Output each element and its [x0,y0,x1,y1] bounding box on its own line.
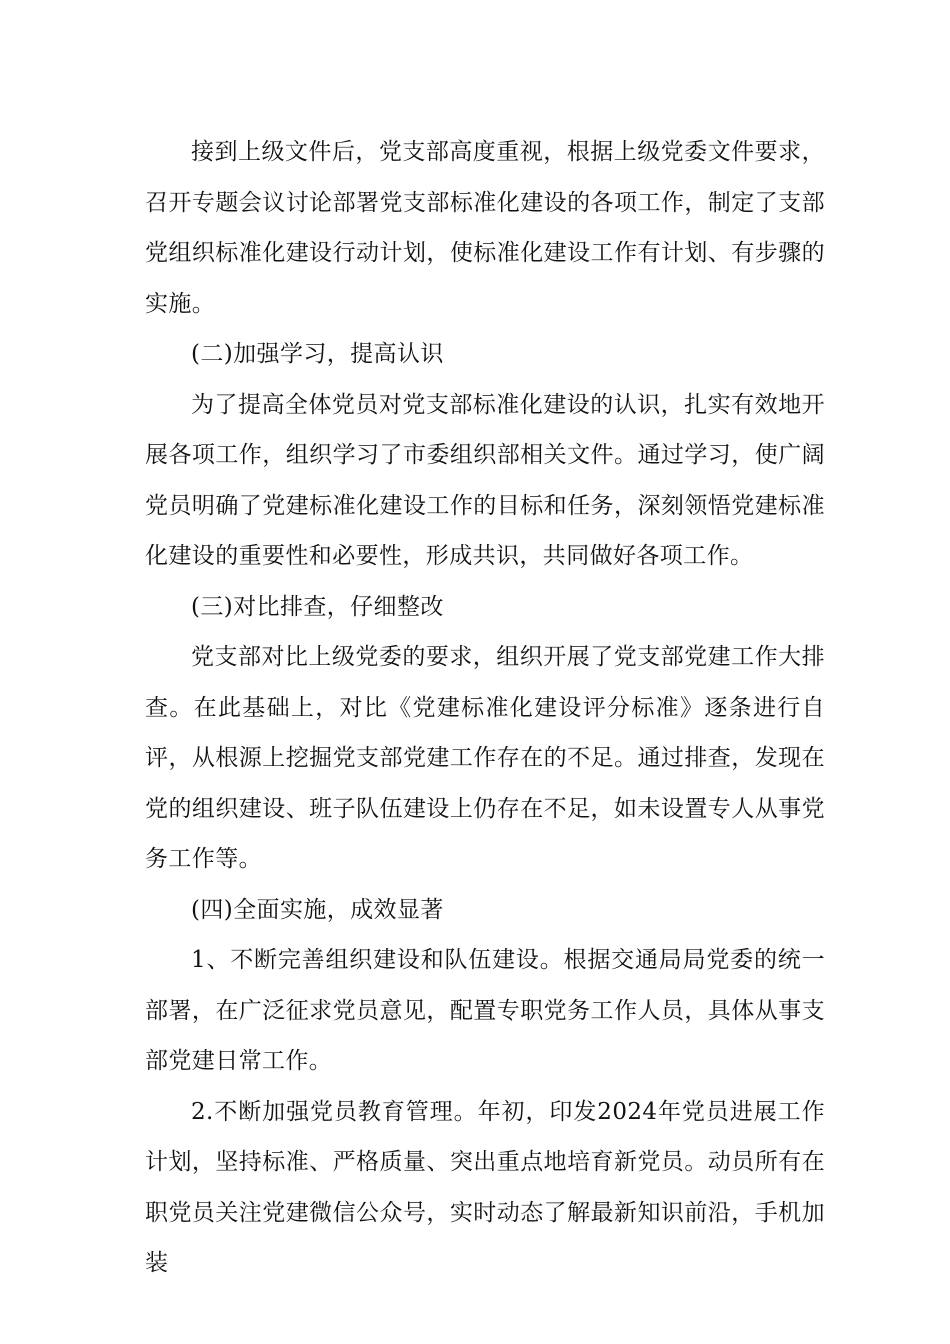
section-heading-2: (二)加强学习，提高认识 [191,341,444,367]
section-heading-4: (四)全面实施，成效显著 [191,896,444,923]
paragraph-1: 接到上级文件后，党支部高度重视，根据上级党委文件要求，召开专题会议讨论部署党支部标准化建设的各项工作，制定了支部党组织标准化建设行动计划，使标准化建设工作有计划、有步骤的实施。 [145,139,825,317]
paragraph-5: 2.不断加强党员教育管理。年初，印发2024年党员进展工作计划，坚持标准、严格质量、突出重点地培育新党员。动员所有在职党员关注党建微信公众号，实时动态了解最新知识前沿，手机加装 [145,1098,825,1276]
document-body [145,127,825,1289]
section-heading-3: (三)对比排查，仔细整改 [191,593,444,620]
paragraph-4: 1、不断完善组织建设和队伍建设。根据交通局局党委的统一部署，在广泛征求党员意见，配置专职党务工作人员，具体从事支部党建日常工作。 [145,947,825,1074]
paragraph-2: 为了提高全体党员对党支部标准化建设的认识，扎实有效地开展各项工作，组织学习了市委组织部相关文件。通过学习，使广阔党员明确了党建标准化建设工作的目标和任务，深刻领悟党建标准化建设的重要性和必要性，形成共识，共同做好各项工作。 [145,391,825,569]
paragraph-3: 党支部对比上级党委的要求，组织开展了党支部党建工作大排查。在此基础上，对比《党建标准化建设评分标准》逐条进行自评，从根源上挖掘党支部党建工作存在的不足。通过排查，发现在党的组织建设、班子队伍建设上仍存在不足，如未设置专人从事党务工作等。 [145,644,825,872]
